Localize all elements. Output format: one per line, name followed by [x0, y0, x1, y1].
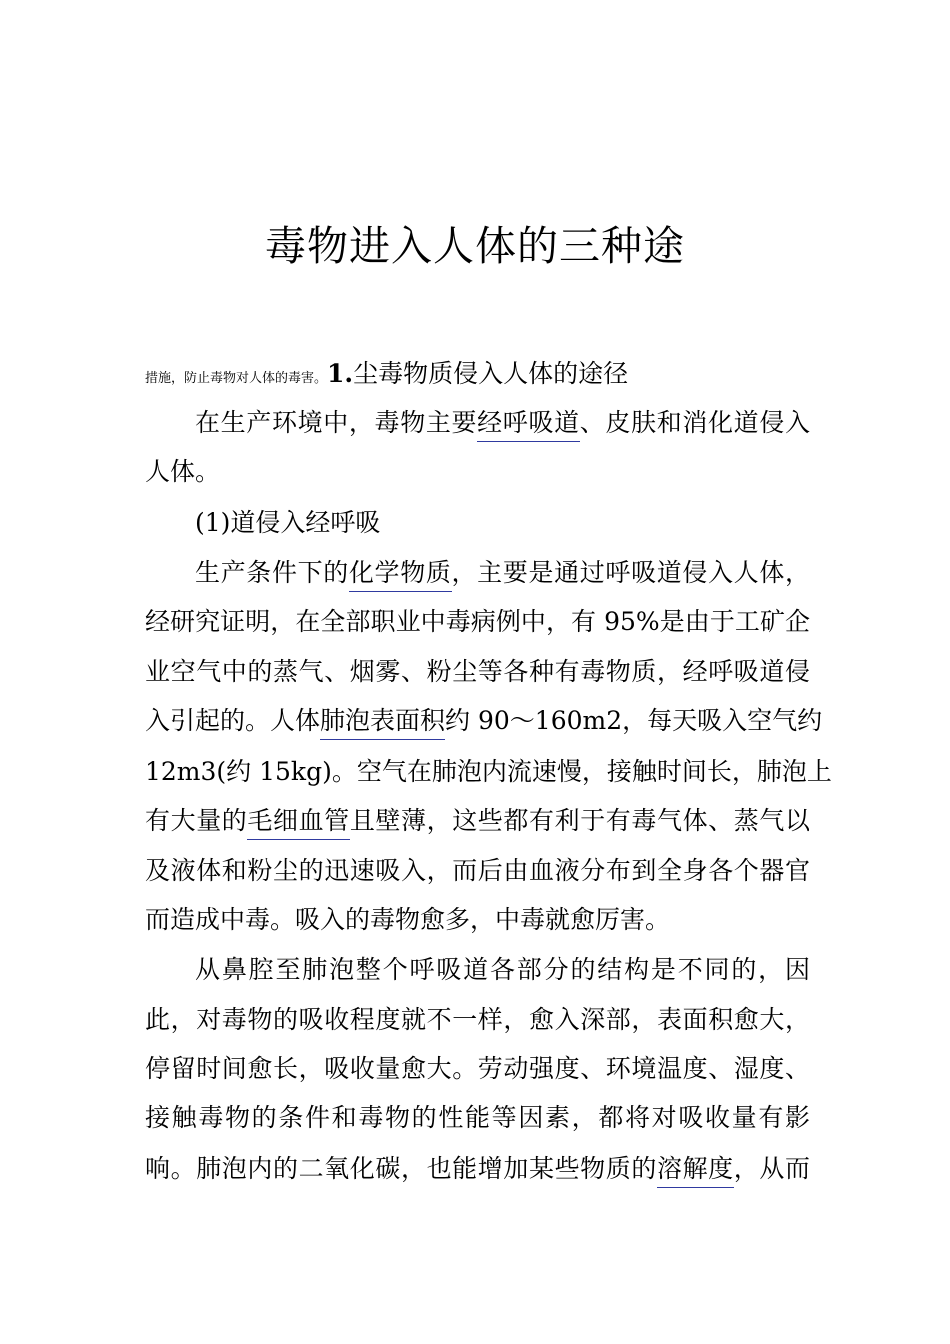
paragraph-2-line-5: 12m3(约 15kg)。空气在肺泡内流速慢，接触时间长，肺泡上 [145, 757, 832, 786]
paragraph-2-line-1 [195, 557, 810, 589]
paragraph-1-line-1 [195, 407, 810, 439]
paragraph-2-line-7: 及液体和粉尘的迅速吸入，而后由血液分布到全身各个器官 [145, 856, 810, 885]
section-heading: 尘毒物质侵入人体的途径 [353, 359, 629, 388]
paragraph-3-line-3: 停留时间愈长，吸收量愈大。劳动强度、环境温度、湿度、 [145, 1054, 810, 1083]
paragraph-3-line-4: 接触毒物的条件和毒物的性能等因素，都将对吸收量有影 [145, 1103, 810, 1132]
text-run: 、皮肤和消化道侵入 [579, 408, 810, 437]
intro-line [145, 358, 810, 395]
text-run: 有大量的 [145, 806, 248, 835]
underlined-term: 肺泡表面积 [320, 706, 445, 740]
document-title: 毒物进入人体的三种途 [265, 222, 685, 270]
paragraph-3-line-5 [145, 1153, 810, 1185]
underlined-term: 毛细血管 [247, 806, 349, 840]
text-run: 约 90～160m2，每天吸入空气约 [445, 706, 823, 735]
text-run: 在生产环境中，毒物主要 [195, 408, 478, 437]
text-run: 入引起的。人体 [145, 706, 321, 735]
underlined-term: 化学物质 [349, 558, 452, 592]
text-run: ，从而 [733, 1154, 810, 1183]
text-run: 生产条件下的 [195, 558, 349, 587]
text-run: 且壁薄，这些都有利于有毒气体、蒸气以 [349, 806, 810, 835]
text-run: 响。肺泡内的二氧化碳，也能增加某些物质的 [145, 1154, 657, 1183]
paragraph-1-line-2: 人体。 [145, 457, 221, 486]
text-run: ，主要是通过呼吸道侵入人体， [451, 558, 810, 587]
section-number: 1. [327, 359, 354, 388]
paragraph-2-line-6 [145, 805, 810, 837]
paragraph-2-line-8: 而造成中毒。吸入的毒物愈多，中毒就愈厉害。 [145, 905, 671, 934]
paragraph-3-line-1: 从鼻腔至肺泡整个呼吸道各部分的结构是不同的，因 [195, 955, 810, 984]
paragraph-2-line-4 [145, 705, 823, 737]
underlined-term: 经呼吸道 [477, 408, 580, 442]
paragraph-3-line-2: 此，对毒物的吸收程度就不一样，愈入深部，表面积愈大， [145, 1005, 810, 1034]
subheading: (1)道侵入经呼吸 [195, 508, 381, 537]
paragraph-2-line-2: 经研究证明，在全部职业中毒病例中，有 95%是由于工矿企 [145, 607, 810, 636]
paragraph-2-line-3: 业空气中的蒸气、烟雾、粉尘等各种有毒物质，经呼吸道侵 [145, 657, 810, 686]
intro-fragment: 措施，防止毒物对人体的毒害。 [145, 371, 328, 386]
underlined-term: 溶解度 [657, 1154, 734, 1188]
